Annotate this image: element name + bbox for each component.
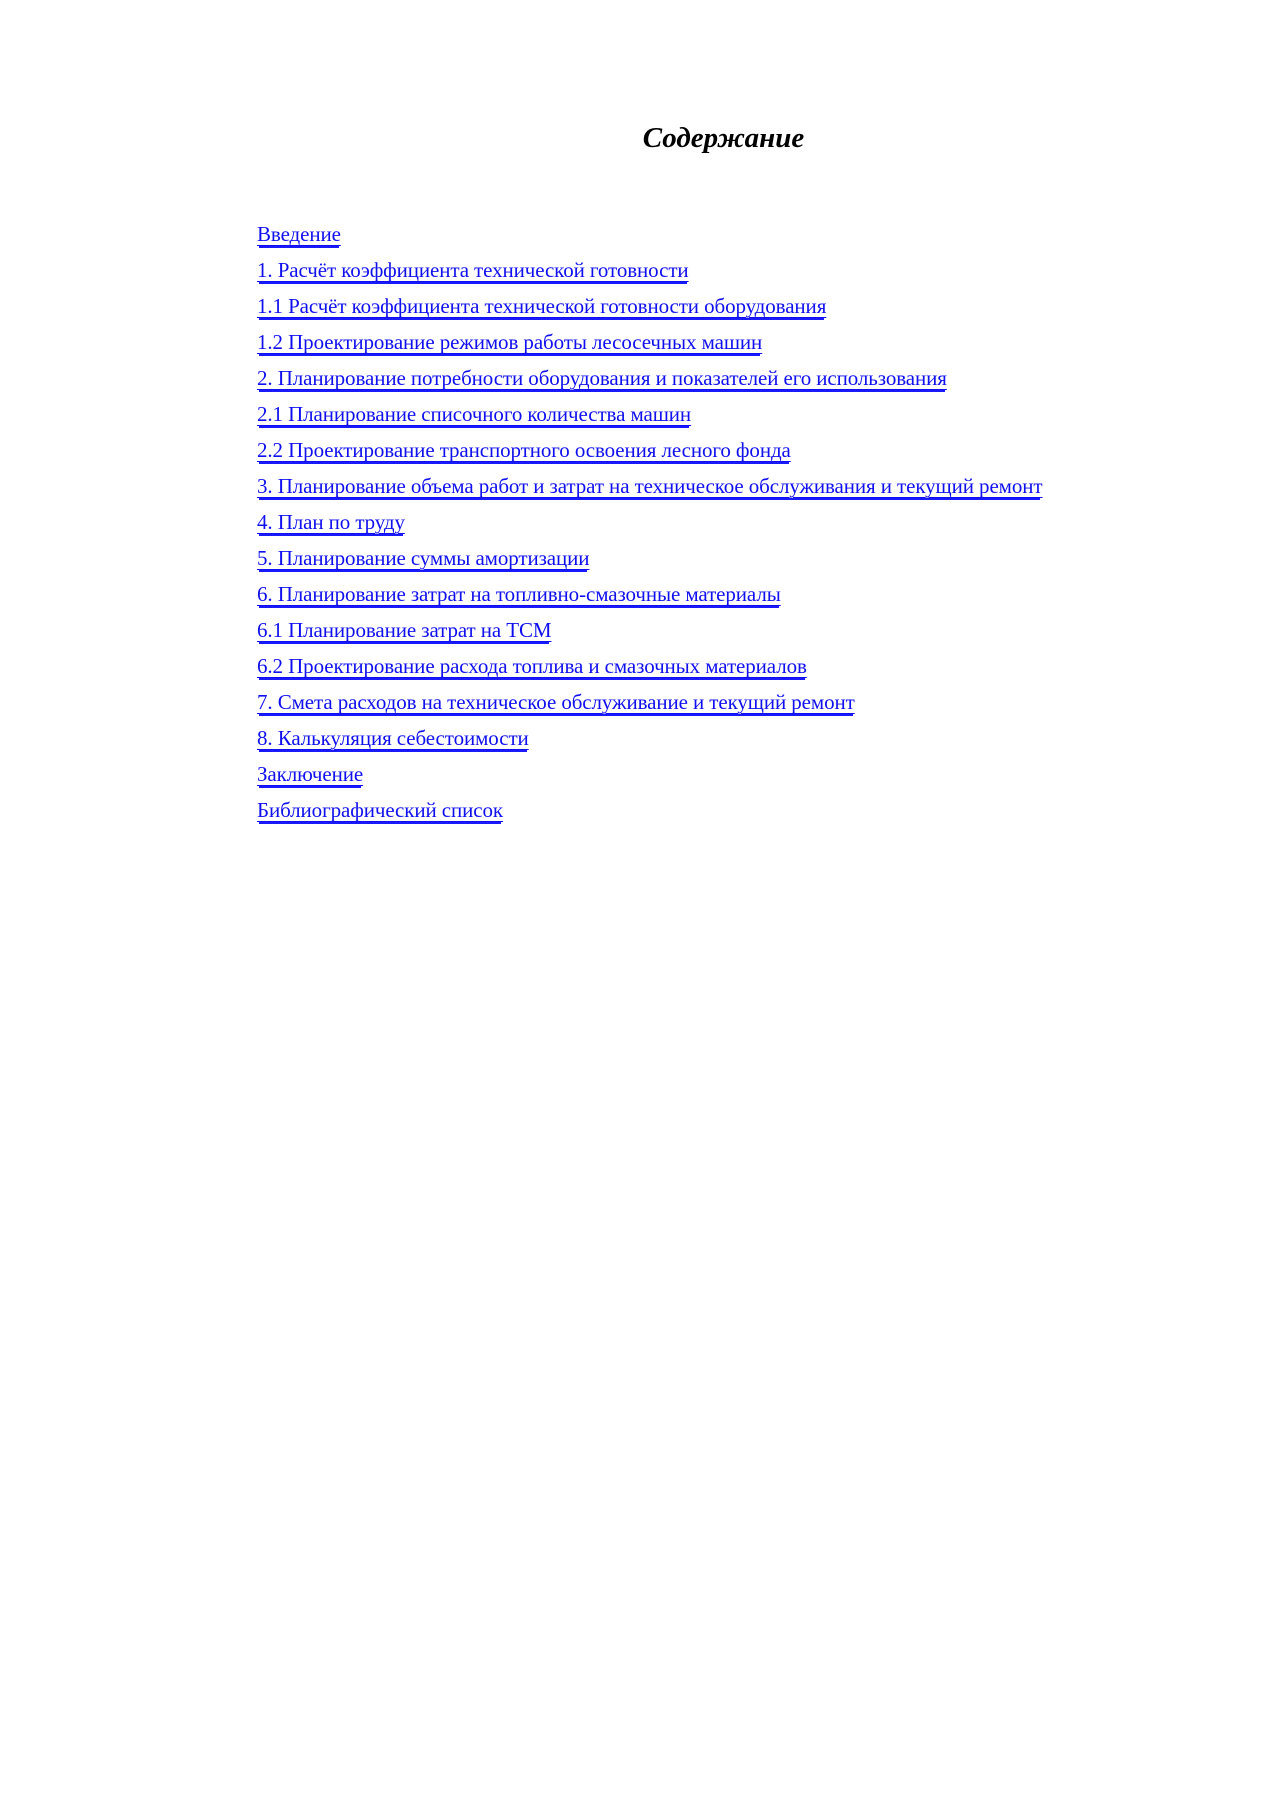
toc-link-5[interactable]: 5. Планирование суммы амортизации (257, 546, 590, 570)
toc-item-6 (257, 576, 1042, 612)
toc-item-3 (257, 468, 1042, 504)
toc-link-introduction[interactable]: Введение (257, 222, 341, 246)
toc-link-6-1[interactable]: 6.1 Планирование затрат на ТСМ (257, 618, 552, 642)
toc-item-2-2 (257, 432, 1042, 468)
toc-item-1-2 (257, 324, 1042, 360)
toc-link-2[interactable]: 2. Планирование потребности оборудования и показателей его использования (257, 366, 947, 390)
table-of-contents (257, 216, 1042, 828)
toc-item-8 (257, 720, 1042, 756)
toc-link-3[interactable]: 3. Планирование объема работ и затрат на техническое обслуживания и текущий ремонт (257, 474, 1043, 498)
toc-item-bibliography (257, 792, 1042, 828)
toc-item-1 (257, 252, 1042, 288)
toc-item-introduction (257, 216, 1042, 252)
toc-link-2-2[interactable]: 2.2 Проектирование транспортного освоения лесного фонда (257, 438, 791, 462)
toc-link-4[interactable]: 4. План по труду (257, 510, 405, 534)
toc-item-conclusion (257, 756, 1042, 792)
toc-item-7 (257, 684, 1042, 720)
toc-link-conclusion[interactable]: Заключение (257, 762, 364, 786)
toc-title: Содержание (642, 122, 805, 154)
toc-link-7[interactable]: 7. Смета расходов на техническое обслуживание и текущий ремонт (257, 690, 855, 714)
toc-item-4 (257, 504, 1042, 540)
toc-item-6-1 (257, 612, 1042, 648)
toc-item-6-2 (257, 648, 1042, 684)
toc-link-6-2[interactable]: 6.2 Проектирование расхода топлива и смазочных материалов (257, 654, 807, 678)
toc-link-1-1[interactable]: 1.1 Расчёт коэффициента технической готовности оборудования (257, 294, 827, 318)
toc-item-2 (257, 360, 1042, 396)
toc-item-1-1 (257, 288, 1042, 324)
toc-link-bibliography[interactable]: Библиографический список (257, 798, 504, 822)
toc-item-2-1 (257, 396, 1042, 432)
toc-link-6[interactable]: 6. Планирование затрат на топливно-смазочные материалы (257, 582, 781, 606)
toc-link-1-2[interactable]: 1.2 Проектирование режимов работы лесосечных машин (257, 330, 763, 354)
toc-item-5 (257, 540, 1042, 576)
toc-link-8[interactable]: 8. Калькуляция себестоимости (257, 726, 529, 750)
toc-link-2-1[interactable]: 2.1 Планирование списочного количества машин (257, 402, 692, 426)
toc-link-1[interactable]: 1. Расчёт коэффициента технической готовности (257, 258, 689, 282)
